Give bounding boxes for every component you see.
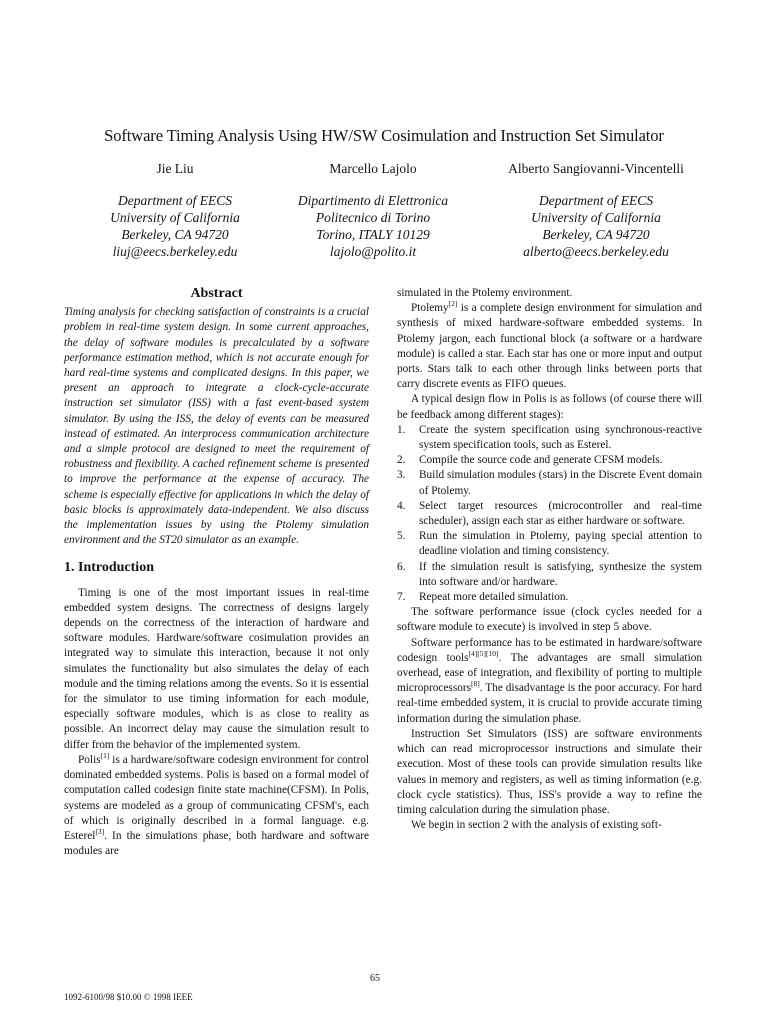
step-text: Compile the source code and generate CFSM models.: [419, 454, 663, 467]
text-run: . The disadvantage is the poor accuracy. For hard real-time embedded system, it is crucial to provide accurate timing information during the simulation phase.: [397, 682, 702, 725]
step-number: 4.: [397, 499, 406, 512]
list-item: [397, 499, 702, 529]
continued-text: simulated in the Ptolemy environment.: [397, 287, 573, 299]
author-department: Department of EECS: [539, 192, 653, 208]
list-item: [397, 468, 702, 498]
author-address: Torino, ITALY 10129: [316, 226, 430, 242]
step-text: Create the system specification using synchronous-reactive system specification tools, such as Esterel.: [419, 423, 702, 452]
author-address: Berkeley, CA 94720: [542, 226, 650, 242]
author-name: Alberto Sangiovanni-Vincentelli: [508, 161, 684, 176]
section-heading-introduction: 1. Introduction: [64, 560, 154, 576]
author-department: Department of EECS: [118, 192, 232, 208]
intro-paragraph-2: [64, 753, 369, 859]
page-number: 65: [370, 973, 380, 984]
text-run: . The advantages are small simulation overhead, ease of integration, and flexibility of porting to multiple microprocessors: [397, 651, 703, 695]
step-number: 3.: [397, 469, 406, 482]
author-email: alberto@eecs.berkeley.edu: [523, 243, 669, 259]
author-email: lajolo@polito.it: [329, 243, 417, 259]
step-text: Select target resources (microcontroller and real-time scheduler), assign each star as either hardware or software.: [419, 499, 702, 528]
author-3: [480, 160, 712, 260]
citation: [3]: [95, 827, 105, 837]
abstract-heading: Abstract: [190, 286, 243, 301]
performance-issue-paragraph: The software performance issue (clock cycles needed for a software module to execute) is involved in step 5 above.: [397, 606, 702, 634]
text-run: Polis: [78, 753, 101, 766]
copyright-footer: 1092-6100/98 $10.00 © 1998 IEEE: [64, 992, 193, 1002]
author-name: Jie Liu: [156, 161, 194, 176]
list-item: [397, 529, 702, 559]
text-run: . In the simulations phase, both hardware and software modules are: [64, 829, 369, 858]
citation: [2]: [448, 299, 458, 309]
text-run: Ptolemy: [411, 302, 449, 315]
step-text: If the simulation result is satisfying, synthesize the system into software and/or hardware.: [419, 560, 702, 588]
step-number: 7.: [397, 591, 406, 604]
step-number: 5.: [397, 530, 406, 543]
left-column: [64, 286, 369, 859]
author-address: Berkeley, CA 94720: [121, 226, 229, 242]
design-flow-intro: A typical design flow in Polis is as follows (of course there will be feedback among different stages):: [397, 393, 702, 421]
author-name: Marcello Lajolo: [329, 161, 417, 176]
abstract-section: [64, 286, 369, 548]
text-run: Software performance has to be estimated in hardware/software codesign tools: [397, 636, 702, 664]
author-1: [80, 160, 270, 260]
author-email: liuj@eecs.berkeley.edu: [112, 243, 238, 259]
design-flow-steps: [397, 423, 702, 605]
ptolemy-paragraph: [397, 301, 702, 392]
author-2: [268, 160, 478, 260]
citation: [8]: [471, 679, 480, 689]
step-number: 2.: [397, 454, 406, 467]
section-outline-paragraph: We begin in section 2 with the analysis of existing soft-: [411, 819, 662, 832]
citation: [1]: [100, 751, 110, 761]
list-item: [397, 590, 702, 605]
author-institution: Politecnico di Torino: [315, 209, 431, 225]
performance-estimation-paragraph: [397, 636, 702, 727]
step-number: 6.: [397, 560, 406, 573]
intro-paragraph-1: Timing is one of the most important issues in real-time embedded system designs. The correctness of designs largely depends on the correctness of the interaction of hardware and software modules. Hardware/software cosimulation provides an integrated way to simulate this interaction, because it not only simulates the functionality but also simulates the delay of each module and the timing relations among the events. So it is essential for the simulator to use timing information for each module, especially software modules, which is as close to reality as possible. An incorrect delay may cause the simulation result to differ from the behavior of the implemented system.: [64, 586, 369, 751]
author-institution: University of California: [531, 209, 661, 225]
author-block: [40, 160, 728, 270]
abstract-text: Timing analysis for checking satisfaction of constraints is a crucial problem in real-time system design. In some current approaches, the delay of software modules is precalculated by a software performance estimation method, which is not accurate enough for hard real-time systems and complicated designs. In this paper, we present an approach to integrate a clock-cycle-accurate instruction set simulator (ISS) with a fast event-based system simulator. By using the ISS, the delay of events can be measured instead of estimated. An interprocess communication architecture and a simple protocol are designed to meet the requirement of robustness and flexibility. A cached refinement scheme is presented to improve the performance at the expense of accuracy. The scheme is especially effective for applications in which the delay of basic blocks is approximately data-independent. We also discuss the implementation issues by using the Ptolemy simulation environment and the ST20 simulator as an example.: [64, 306, 369, 547]
author-institution: University of California: [110, 209, 240, 225]
paper-title: Software Timing Analysis Using HW/SW Cosimulation and Instruction Set Simulator: [104, 126, 664, 145]
iss-paragraph: Instruction Set Simulators (ISS) are software environments which can read microprocessor instructions and simulate their execution. Most of these tools can provide simulation results like values in memory and registers, as well as timing information (e.g. clock cycle statistics). Thus, ISS's provide a way to refine the timing calculation during the simulation phase.: [397, 727, 702, 816]
author-department: Dipartimento di Elettronica: [297, 192, 449, 208]
text-run: is a complete design environment for simulation and synthesis of mixed hardware-software embedded systems. In Ptolemy jargon, each functional block (a software or a hardware module) is called a star. Each star has one or more input and output ports. Stars talk to each other through links between ports that carry discrete events as FIFO queues.: [397, 302, 702, 391]
right-column: [397, 286, 702, 833]
step-text: Build simulation modules (stars) in the Discrete Event domain of Ptolemy.: [419, 469, 702, 497]
step-text: Run the simulation in Ptolemy, paying special attention to deadline violation and timing consistency.: [419, 530, 702, 558]
list-item: [397, 560, 702, 590]
step-number: 1.: [397, 423, 406, 436]
text-run: is a hardware/software codesign environment for control dominated embedded systems. Polis is based on a formal model of computation called codesign finite state machine(CFSM). In Polis, systems are modeled as a group of communicating CFSM's, each of which is originally described in a formal language. e.g. Esterel: [64, 753, 369, 842]
step-text: Repeat more detailed simulation.: [419, 591, 569, 604]
list-item: [397, 423, 702, 453]
list-item: [397, 453, 702, 468]
citation: [4][5][10]: [468, 649, 499, 659]
